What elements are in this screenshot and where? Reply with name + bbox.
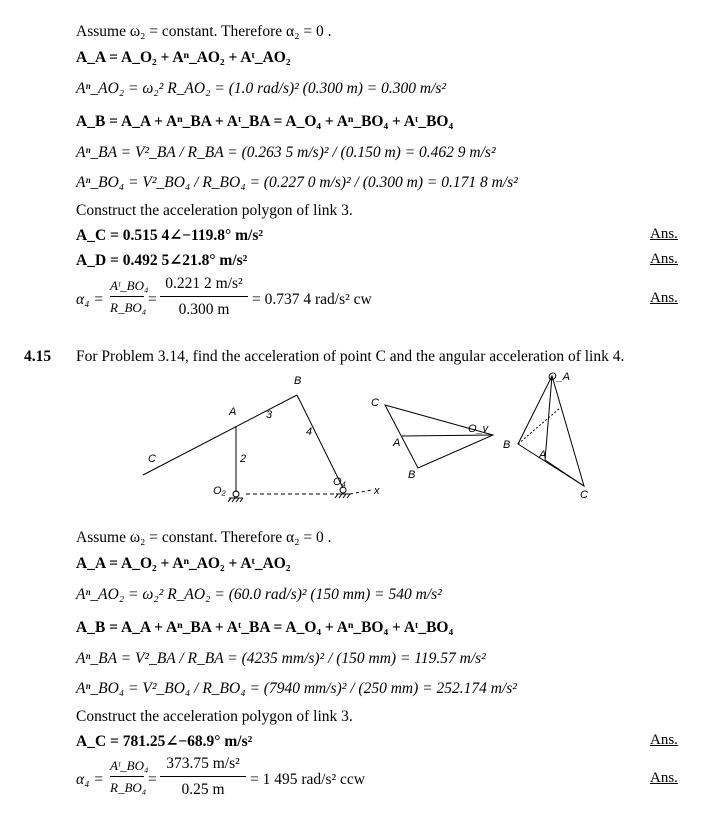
- equation-ab-1: A_B = A_A + Aⁿ_BA + Aᵗ_BA = A_O₄ + Aⁿ_BO₄ + Aᵗ_BO₄: [76, 113, 454, 130]
- equation-an-ao2-1: Aⁿ_AO₂ = ω₂² R_AO₂ = (1.0 rad/s)² (0.300 m) = 0.300 m/s²: [76, 80, 447, 97]
- label-link-2: 2: [240, 453, 247, 465]
- label-o2: O₂: [213, 485, 226, 497]
- alpha4-result-1: = 0.737 4 rad/s² cw: [252, 291, 372, 308]
- poly2-label-b: B: [503, 439, 511, 451]
- label-link-4: 4: [306, 426, 313, 438]
- ans-label-ad-1: Ans.: [650, 251, 678, 267]
- equation-an-ao2-2: Aⁿ_AO₂ = ω₂² R_AO₂ = (60.0 rad/s)² (150 mm) = 540 m/s²: [76, 586, 442, 603]
- fraction-value-2: [160, 754, 246, 800]
- mechanism-figure: [0, 368, 708, 518]
- fraction-denominator: 0.25 m: [181, 781, 225, 798]
- fraction-bar: [110, 296, 144, 297]
- fraction-numerator: Aᵗ_BO₄: [110, 278, 149, 293]
- label-o4: O₄: [333, 476, 346, 488]
- equation-an-ba-2: Aⁿ_BA = V²_BA / R_BA = (4235 mm/s)² / (150 mm) = 119.57 m/s²: [76, 650, 486, 667]
- label-link-3: 3: [266, 409, 273, 421]
- ans-label-alpha-2: Ans.: [650, 770, 678, 786]
- fraction-denominator: 0.300 m: [178, 301, 230, 318]
- construct-polygon-line-2: Construct the acceleration polygon of link 3.: [76, 708, 353, 725]
- problem-number: 4.15: [24, 348, 52, 365]
- assumption-line-2: Assume ω₂ = constant. Therefore α₂ = 0 .: [76, 529, 332, 546]
- fraction-denominator: R_BO₄: [110, 300, 147, 315]
- poly1-label-ov: O_v: [468, 423, 489, 435]
- alpha4-lhs-1: α₄ =: [76, 291, 104, 308]
- alpha4-result-2: = 1 495 rad/s² ccw: [250, 771, 365, 788]
- fraction-bar: [160, 296, 248, 297]
- ans-label-alpha-1: Ans.: [650, 290, 678, 306]
- fraction-at-over-r-1: [110, 278, 149, 316]
- polygon-1: [385, 405, 493, 468]
- fraction-value-1: [160, 274, 248, 320]
- poly1-label-a: A: [393, 437, 401, 449]
- label-x: x: [374, 485, 380, 497]
- result-ac-1: A_C = 0.515 4∠−119.8° m/s²: [76, 227, 264, 244]
- equation-an-ba-1: Aⁿ_BA = V²_BA / R_BA = (0.263 5 m/s)² / (0.150 m) = 0.462 9 m/s²: [76, 144, 496, 161]
- fraction-numerator: 373.75 m/s²: [166, 755, 240, 772]
- fraction-numerator: 0.221 2 m/s²: [165, 275, 243, 292]
- equals-sign: =: [148, 291, 157, 308]
- equation-ab-2: A_B = A_A + Aⁿ_BA + Aᵗ_BA = A_O₄ + Aⁿ_BO₄ + Aᵗ_BO₄: [76, 619, 454, 636]
- equation-aa-1: A_A = A_O₂ + Aⁿ_AO₂ + Aᵗ_AO₂: [76, 49, 291, 66]
- link-3-extension: [143, 395, 297, 475]
- label-a: A: [229, 406, 237, 418]
- equation-an-bo4-1: Aⁿ_BO₄ = V²_BO₄ / R_BO₄ = (0.227 0 m/s)² / (0.300 m) = 0.171 8 m/s²: [76, 174, 518, 191]
- result-ac-2: A_C = 781.25∠−68.9° m/s²: [76, 733, 253, 750]
- construct-polygon-line-1: Construct the acceleration polygon of link 3.: [76, 202, 353, 219]
- fraction-bar: [160, 776, 246, 777]
- assumption-line-1: Assume ω₂ = constant. Therefore α₂ = 0 .: [76, 23, 332, 40]
- equation-aa-2: A_A = A_O₂ + Aⁿ_AO₂ + Aᵗ_AO₂: [76, 555, 291, 572]
- poly1-label-c: C: [371, 397, 379, 409]
- ans-label-ac-1: Ans.: [650, 226, 678, 242]
- poly2-label-a: A: [539, 449, 547, 461]
- label-c: C: [148, 453, 156, 465]
- ans-label-ac-2: Ans.: [650, 732, 678, 748]
- fraction-at-over-r-2: [110, 758, 149, 796]
- result-ad-1: A_D = 0.492 5∠21.8° m/s²: [76, 252, 248, 269]
- problem-statement: For Problem 3.14, find the acceleration of point C and the angular acceleration of link 4.: [76, 348, 625, 365]
- fraction-denominator: R_BO₄: [110, 780, 147, 795]
- equals-sign: =: [148, 771, 157, 788]
- poly2-label-oa: O_A: [548, 371, 571, 383]
- link-4: [297, 395, 343, 488]
- poly1-label-b: B: [408, 469, 416, 481]
- equation-an-bo4-2: Aⁿ_BO₄ = V²_BO₄ / R_BO₄ = (7940 mm/s)² / (250 mm) = 252.174 m/s²: [76, 680, 517, 697]
- alpha4-lhs-2: α₄ =: [76, 771, 104, 788]
- fraction-numerator: Aᵗ_BO₄: [110, 758, 149, 773]
- poly2-label-c: C: [580, 489, 588, 501]
- fraction-bar: [110, 776, 144, 777]
- label-b: B: [294, 375, 302, 387]
